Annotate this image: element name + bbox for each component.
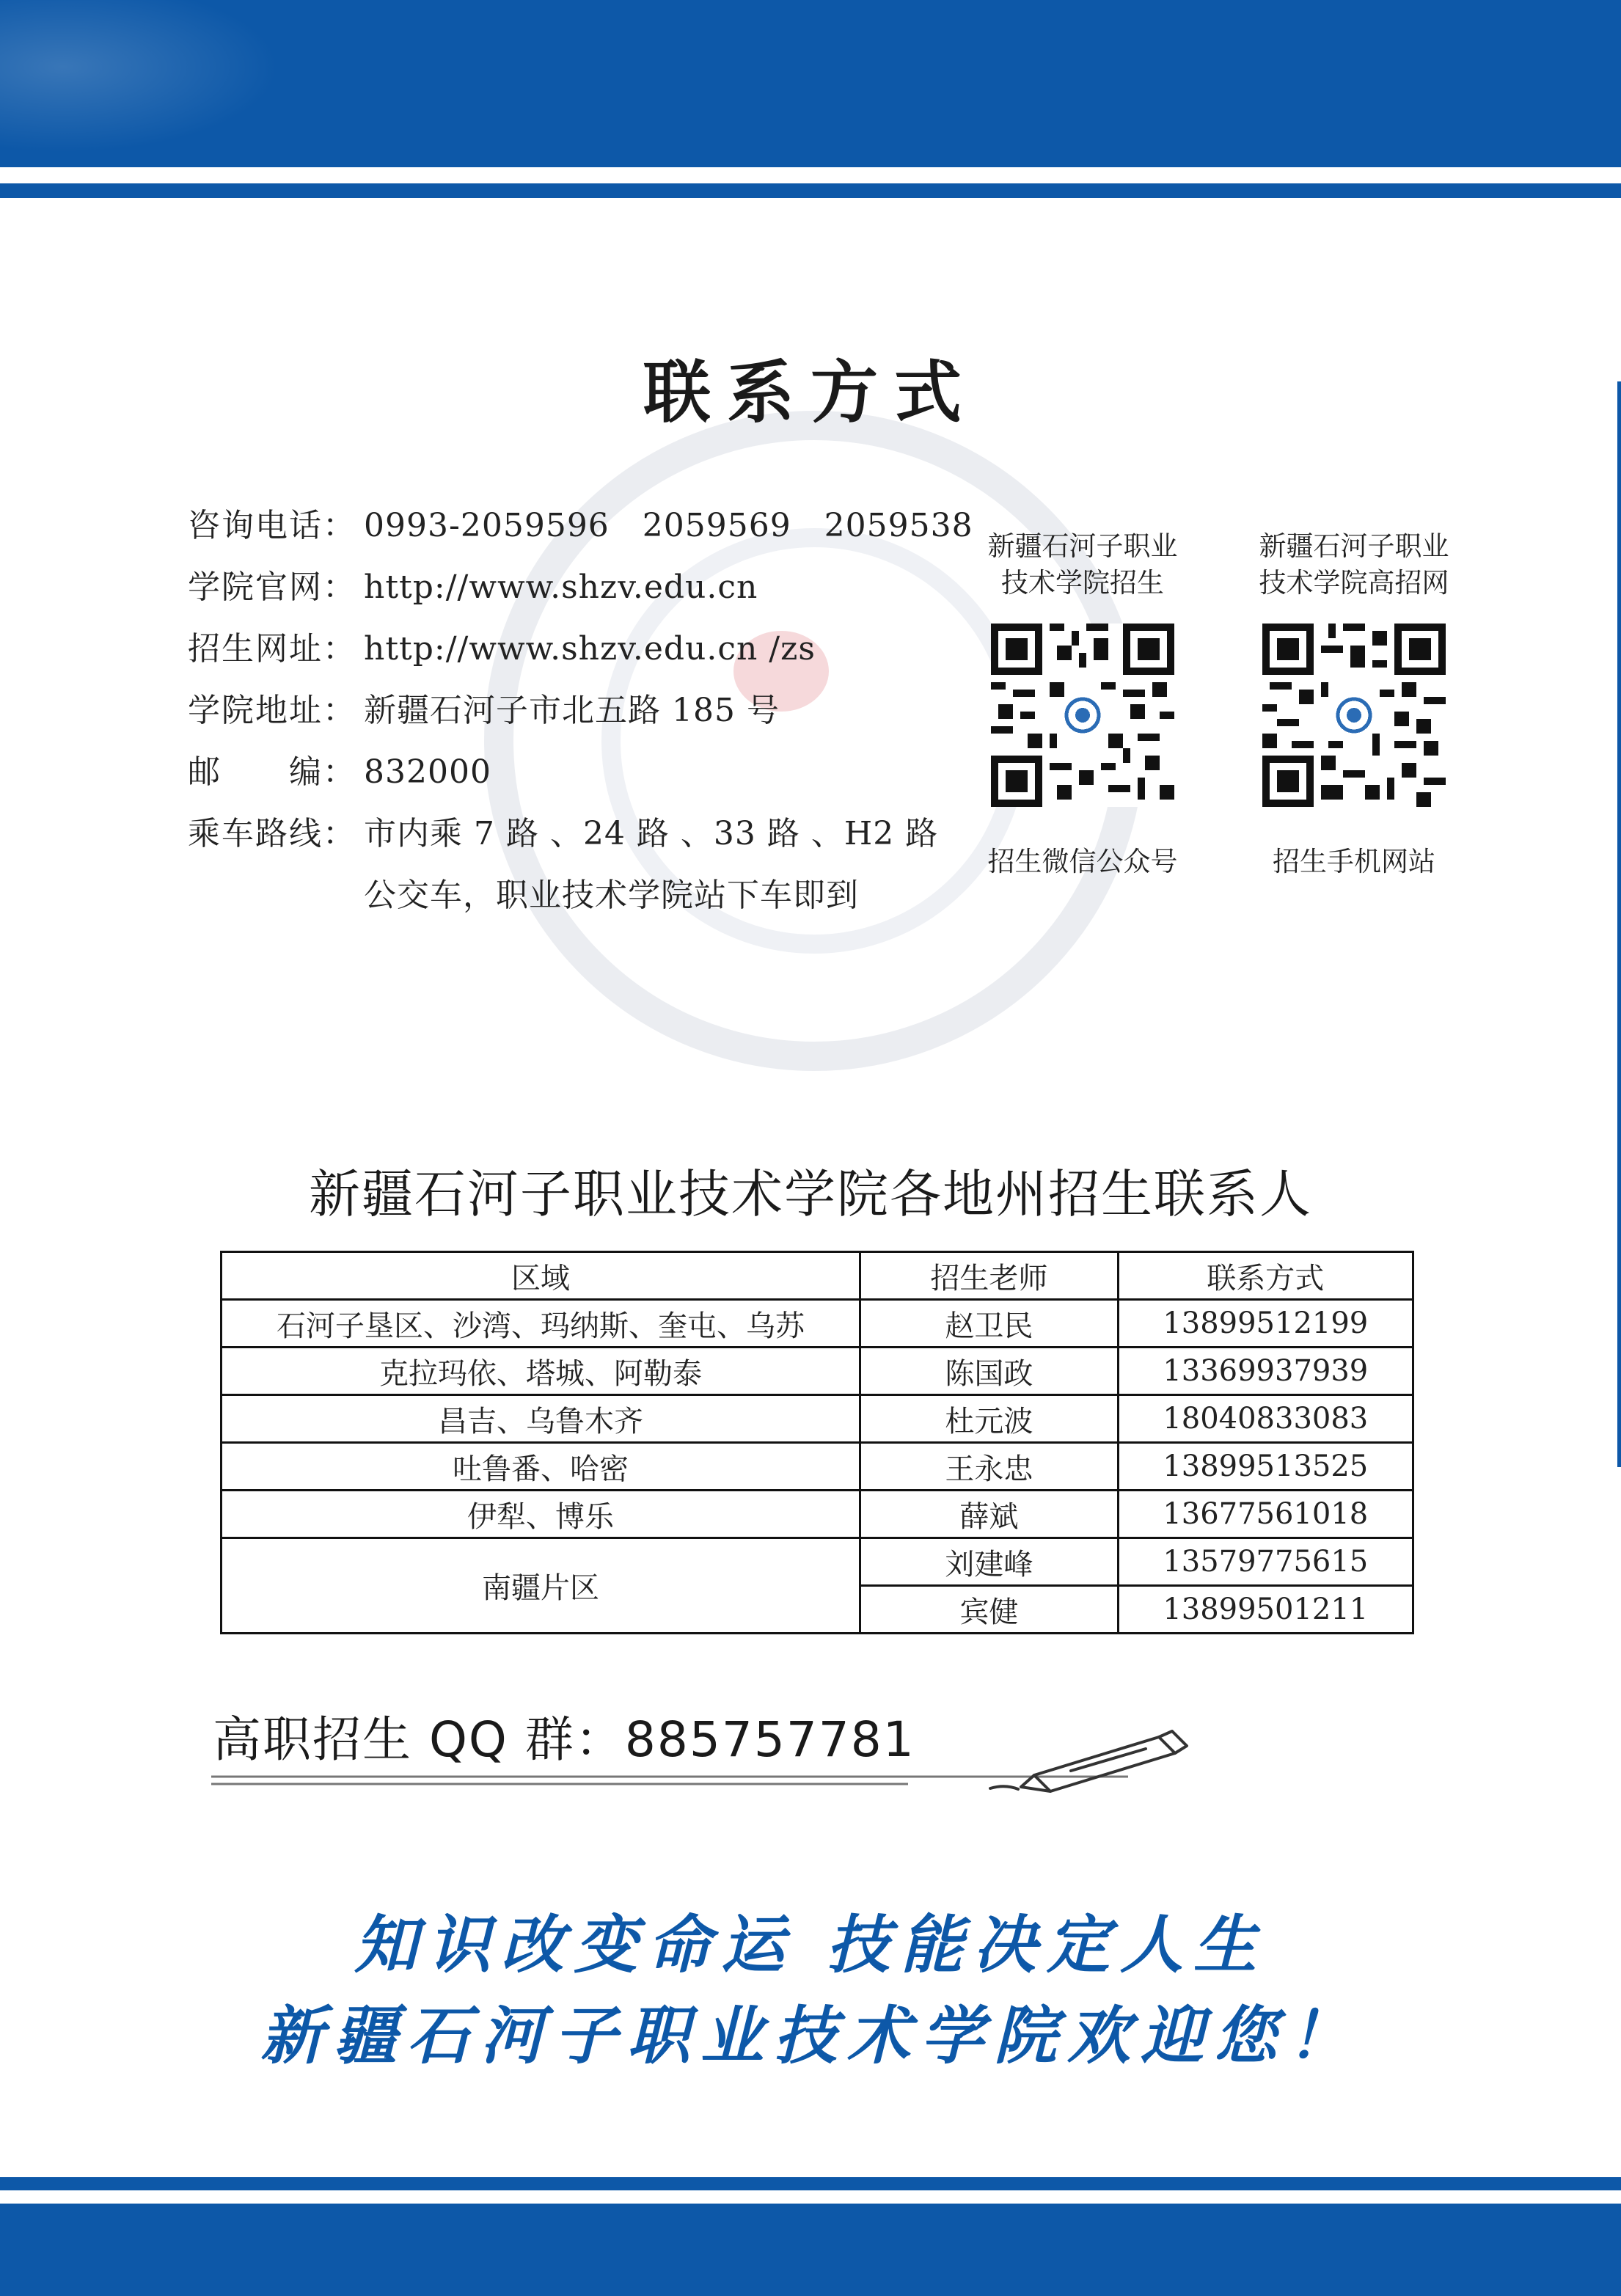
table-row — [222, 1538, 1413, 1586]
table-row — [222, 1348, 1413, 1395]
teacher-cell: 薛斌 — [860, 1491, 1118, 1538]
qr-mobile-caption: 招生手机网站 — [1273, 846, 1435, 877]
site-link[interactable]: http://www.shzv.edu.cn — [364, 568, 758, 606]
phone-row — [188, 499, 973, 546]
admissions-site-link[interactable]: http://www.shzv.edu.cn /zs — [364, 630, 816, 668]
slogan-line1: 知识改变命运 技能决定人生 — [354, 1908, 1267, 1982]
table-row — [222, 1443, 1413, 1491]
admissions-site-row — [188, 622, 816, 669]
header-phone: 联系方式 — [1118, 1252, 1413, 1300]
postcode-value: 832000 — [364, 753, 491, 791]
teacher-cell: 赵卫民 — [860, 1300, 1118, 1348]
bus-label: 乘车路线： — [188, 815, 356, 852]
admissions-site-label: 招生网址： — [188, 630, 356, 668]
site-label: 学院官网： — [188, 568, 356, 606]
postcode-label: 邮 编： — [188, 753, 356, 791]
bus-value-line2: 公交车，职业技术学院站下车即到 — [364, 877, 859, 914]
qr-code-icon[interactable] — [991, 624, 1174, 807]
contacts-table — [220, 1251, 1414, 1634]
table-header-row — [222, 1252, 1413, 1300]
bus-value-line1: 市内乘 7 路 、24 路 、33 路 、H2 路 — [364, 815, 939, 852]
page-title: 联系方式 — [643, 354, 978, 432]
phone-cell[interactable]: 13899513525 — [1118, 1443, 1413, 1491]
qr-wechat-title-line2: 技术学院招生 — [1001, 567, 1164, 599]
header-teacher: 招生老师 — [860, 1252, 1118, 1300]
top-banner — [0, 0, 1621, 167]
phone-cell[interactable]: 13899501211 — [1118, 1586, 1413, 1634]
address-row — [188, 684, 780, 731]
contacts-heading: 新疆石河子职业技术学院各地州招生联系人 — [309, 1164, 1312, 1224]
pen-icon — [983, 1716, 1203, 1797]
phone-cell[interactable]: 13369937939 — [1118, 1348, 1413, 1395]
qr-mobile-title-line2: 技术学院高招网 — [1259, 567, 1449, 599]
table-row — [222, 1300, 1413, 1348]
teacher-cell: 陈国政 — [860, 1348, 1118, 1395]
region-cell: 伊犁、博乐 — [222, 1491, 860, 1538]
qr-wechat-block — [973, 528, 1193, 879]
region-cell: 克拉玛依、塔城、阿勒泰 — [222, 1348, 860, 1395]
qq-group-text[interactable]: 高职招生 QQ 群：885757781 — [213, 1711, 915, 1768]
teacher-cell: 王永忠 — [860, 1443, 1118, 1491]
bottom-stripe — [0, 2177, 1621, 2190]
region-cell: 吐鲁番、哈密 — [222, 1443, 860, 1491]
qr-wechat-caption: 招生微信公众号 — [987, 846, 1178, 877]
bottom-banner — [0, 2204, 1621, 2296]
qr-wechat-title-line1: 新疆石河子职业 — [987, 530, 1178, 562]
phone-cell[interactable]: 13899512199 — [1118, 1300, 1413, 1348]
phone-cell[interactable]: 18040833083 — [1118, 1395, 1413, 1443]
banner-texture — [0, 0, 315, 167]
slogan-line2: 新疆石河子职业技术学院欢迎您！ — [260, 1999, 1361, 2073]
header-region: 区域 — [222, 1252, 860, 1300]
region-cell-south: 南疆片区 — [222, 1538, 860, 1634]
region-cell: 昌吉、乌鲁木齐 — [222, 1395, 860, 1443]
teacher-cell: 宾健 — [860, 1586, 1118, 1634]
table-row — [222, 1491, 1413, 1538]
bus-row — [188, 807, 938, 854]
table-row — [222, 1395, 1413, 1443]
teacher-cell: 刘建峰 — [860, 1538, 1118, 1586]
qr-mobile-title-line1: 新疆石河子职业 — [1259, 530, 1449, 562]
teacher-cell: 杜元波 — [860, 1395, 1118, 1443]
phone-value[interactable]: 0993-2059596 2059569 2059538 — [364, 507, 973, 544]
site-row — [188, 560, 758, 607]
top-stripe — [0, 183, 1621, 198]
phone-cell[interactable]: 13677561018 — [1118, 1491, 1413, 1538]
address-label: 学院地址： — [188, 692, 356, 729]
qr-code-icon[interactable] — [1262, 624, 1446, 807]
address-value: 新疆石河子市北五路 185 号 — [364, 692, 780, 729]
phone-cell[interactable]: 13579775615 — [1118, 1538, 1413, 1586]
phone-label: 咨询电话： — [188, 507, 356, 544]
region-cell: 石河子垦区、沙湾、玛纳斯、奎屯、乌苏 — [222, 1300, 860, 1348]
qr-mobile-block — [1244, 528, 1464, 879]
right-edge-bar — [1617, 381, 1621, 1467]
postcode-row — [188, 745, 491, 792]
